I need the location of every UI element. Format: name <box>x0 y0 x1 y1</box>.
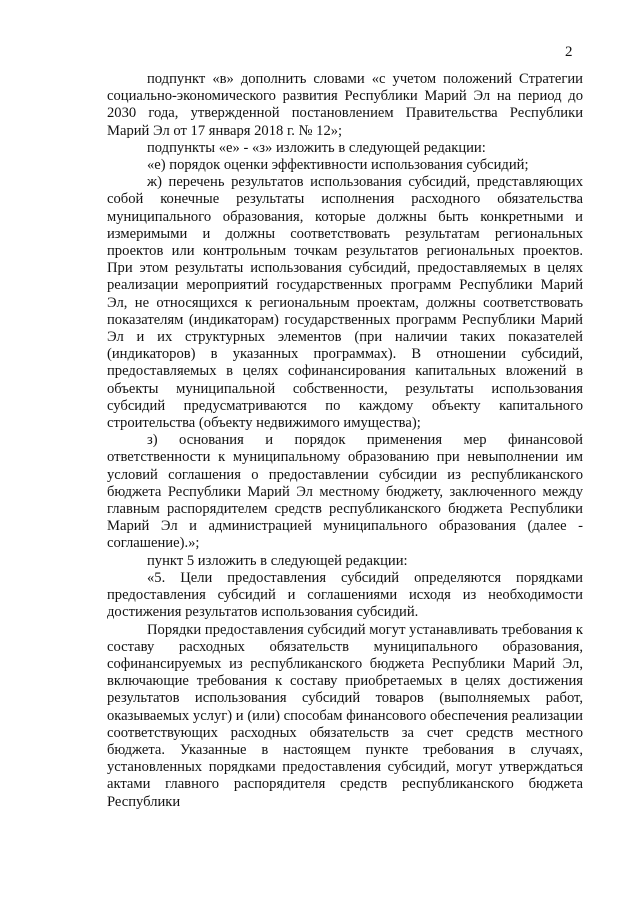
page-number: 2 <box>565 44 573 60</box>
paragraph-clause-5: «5. Цели предоставления субсидий определяются порядками предоставления субсидий и соглашениями исходя из необходимости достижения результатов использования субсидий. <box>107 569 583 621</box>
paragraph-item-e: «е) порядок оценки эффективности использования субсидий; <box>147 157 529 174</box>
paragraph-item-zh: ж) перечень результатов использования субсидий, представляющих собой конечные результаты исполнения расходного обязательства муниципального образования, которые должны быть конкретными и измеримыми и должны соответствовать результатам региональных проектов или контрольным точкам результатов региональных проектов. При этом результаты использования субсидий, предоставляемых в целях реализации мероприятий государственных программ Республики Марий Эл, не относящихся к региональным проектам, должны соответствовать показателям (индикаторам) государственных программ Республики Марий Эл и их структурных элементов (при наличии таких показателей (индикаторов) в указанных программах). В отношении субсидий, предоставляемых в целях софинансирования капитальных вложений в объекты муниципальной собственности, результаты использования субсидий предусматриваются по каждому объекту капитального строительства (объекту недвижимого имущества); <box>107 174 583 432</box>
paragraph-subclauses-e-z-intro: подпункты «е» - «з» изложить в следующей редакции: <box>147 139 486 156</box>
paragraph-subclause-v: подпункт «в» дополнить словами «с учетом положений Стратегии социально-экономического развития Республики Марий Эл на период до 2030 года, утвержденной постановлением Правительства Республики Марий Эл от 17 января 2018 г. № 12»; <box>107 71 583 139</box>
document-body <box>107 71 583 811</box>
paragraph-item-z: з) основания и порядок применения мер финансовой ответственности к муниципальному образованию при невыполнении им условий соглашения о предоставлении субсидии из республиканского бюджета Республики Марий Эл местному бюджету, заключенного между главным распорядителем средств республиканского бюджета Республики Марий Эл и администрацией муниципального образования (далее - соглашение).»; <box>107 432 583 552</box>
paragraph-procedures: Порядки предоставления субсидий могут устанавливать требования к составу расходных обязательств муниципального образования, софинансируемых из республиканского бюджета Республики Марий Эл, включающие требования к составу приобретаемых в целях достижения результатов использования субсидий товаров (выполняемых работ, оказываемых услуг) и (или) способам финансового обеспечения реализации соответствующих расходных обязательств за счет средств местного бюджета. Указанные в настоящем пункте требования в случаях, установленных порядками предоставления субсидий, могут утверждаться актами главного распорядителя средств республиканского бюджета Республики <box>107 621 583 810</box>
paragraph-clause-5-intro: пункт 5 изложить в следующей редакции: <box>147 552 408 569</box>
